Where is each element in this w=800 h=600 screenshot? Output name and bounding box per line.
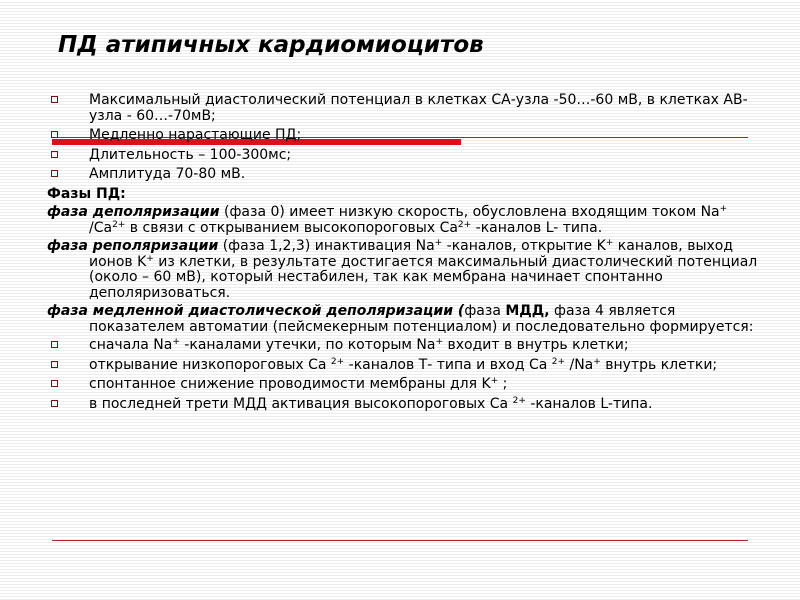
superscript: + (490, 376, 499, 386)
superscript: 2+ (457, 219, 472, 230)
text-run: в связи с открыванием высокопороговых Ca (125, 219, 458, 236)
square-bullet-icon (51, 170, 58, 177)
bullet-item (47, 377, 762, 393)
text-run: -каналов Т- типа и вход Ca (344, 356, 552, 373)
bullet-text (89, 337, 629, 353)
square-bullet-icon (51, 96, 58, 103)
superscript: + (146, 253, 154, 264)
superscript: + (435, 337, 444, 347)
text-run: спонтанное снижение проводимости мембраны для K (89, 376, 491, 392)
text-run: из клетки, в результате достигается максимальный диастолический потенциал (около – 60 мВ), который нестабилен, так как мембрана начинает спонтанно деполяризоваться. (89, 253, 758, 301)
superscript: + (593, 356, 601, 367)
text-run: (фаза 1,2,3) инактивация Na (218, 238, 435, 254)
bullet-text: Максимальный диастолический потенциал в клетках СА-узла -50…-60 мВ, в клетках АВ-узла - 60…-70мВ; (89, 92, 748, 124)
text-run: -каналов L-типа. (525, 395, 653, 412)
bullet-text (89, 396, 652, 412)
depolarization-term: фаза деполяризации (47, 204, 220, 220)
text-run: открывание низкопороговых Ca (89, 356, 331, 373)
bullet-text: Длительность – 100-300мс; (89, 146, 292, 163)
divider-line-bottom (52, 540, 748, 541)
superscript: + (719, 204, 728, 214)
bullet-item (47, 167, 762, 183)
text-run: внутрь клетки; (600, 356, 718, 373)
text-run: ; (498, 376, 508, 392)
slide-content (47, 93, 762, 416)
superscript: 2+ (330, 356, 345, 367)
text-run: фаза 4 является показателем автоматии (пейсмекерным потенциалом) и последовательно формируется: (89, 303, 754, 335)
text-run: каналов, выход ионов K (89, 238, 734, 270)
slide-title: ПД атипичных кардиомиоцитов (58, 32, 484, 58)
depolarization-paragraph (47, 205, 762, 236)
superscript: 2+ (112, 219, 126, 230)
phases-heading: Фазы ПД: (47, 185, 126, 202)
square-bullet-icon (51, 131, 58, 138)
superscript: 2+ (551, 356, 566, 367)
bullet-text (89, 357, 717, 373)
text-run: фаза (464, 303, 506, 319)
text-run: в последней трети МДД активация высокопороговых Ca (89, 395, 513, 412)
superscript: 2+ (512, 395, 526, 406)
square-bullet-icon (51, 361, 58, 368)
bullet-item (47, 148, 762, 164)
slow-depolarization-paragraph (47, 304, 762, 335)
superscript: + (172, 337, 180, 347)
bullet-item (47, 397, 762, 413)
square-bullet-icon (51, 380, 58, 387)
repolarization-paragraph (47, 239, 762, 301)
text-run: сначала Na (89, 337, 173, 353)
text-run: /Na (565, 356, 594, 373)
bullet-item (47, 128, 762, 144)
square-bullet-icon (51, 341, 58, 348)
mdd-bold: МДД, (505, 303, 550, 319)
slow-depolarization-term: фаза медленной диастолической деполяризации ( (47, 303, 465, 319)
square-bullet-icon (51, 151, 58, 158)
superscript: + (434, 238, 443, 248)
text-run: -каналами утечки, по которым Na (179, 337, 436, 353)
bullet-item (47, 338, 762, 354)
text-run: -каналов, открытие K (442, 238, 606, 254)
text-run: /Ca (89, 219, 113, 236)
text-run: входит в внутрь клетки; (443, 337, 629, 353)
bullet-item (47, 93, 762, 124)
text-run: -каналов L- типа. (471, 219, 603, 236)
text-run: (фаза 0) имеет низкую скорость, обусловлена входящим током Na (219, 204, 720, 220)
bullet-text: Амплитуда 70-80 мВ. (89, 166, 246, 182)
superscript: + (605, 238, 614, 248)
repolarization-term: фаза реполяризации (47, 238, 219, 254)
square-bullet-icon (51, 400, 58, 407)
bullet-text: Медленно нарастающие ПД; (89, 127, 302, 143)
bullet-item (47, 358, 762, 374)
bullet-text (89, 376, 507, 392)
